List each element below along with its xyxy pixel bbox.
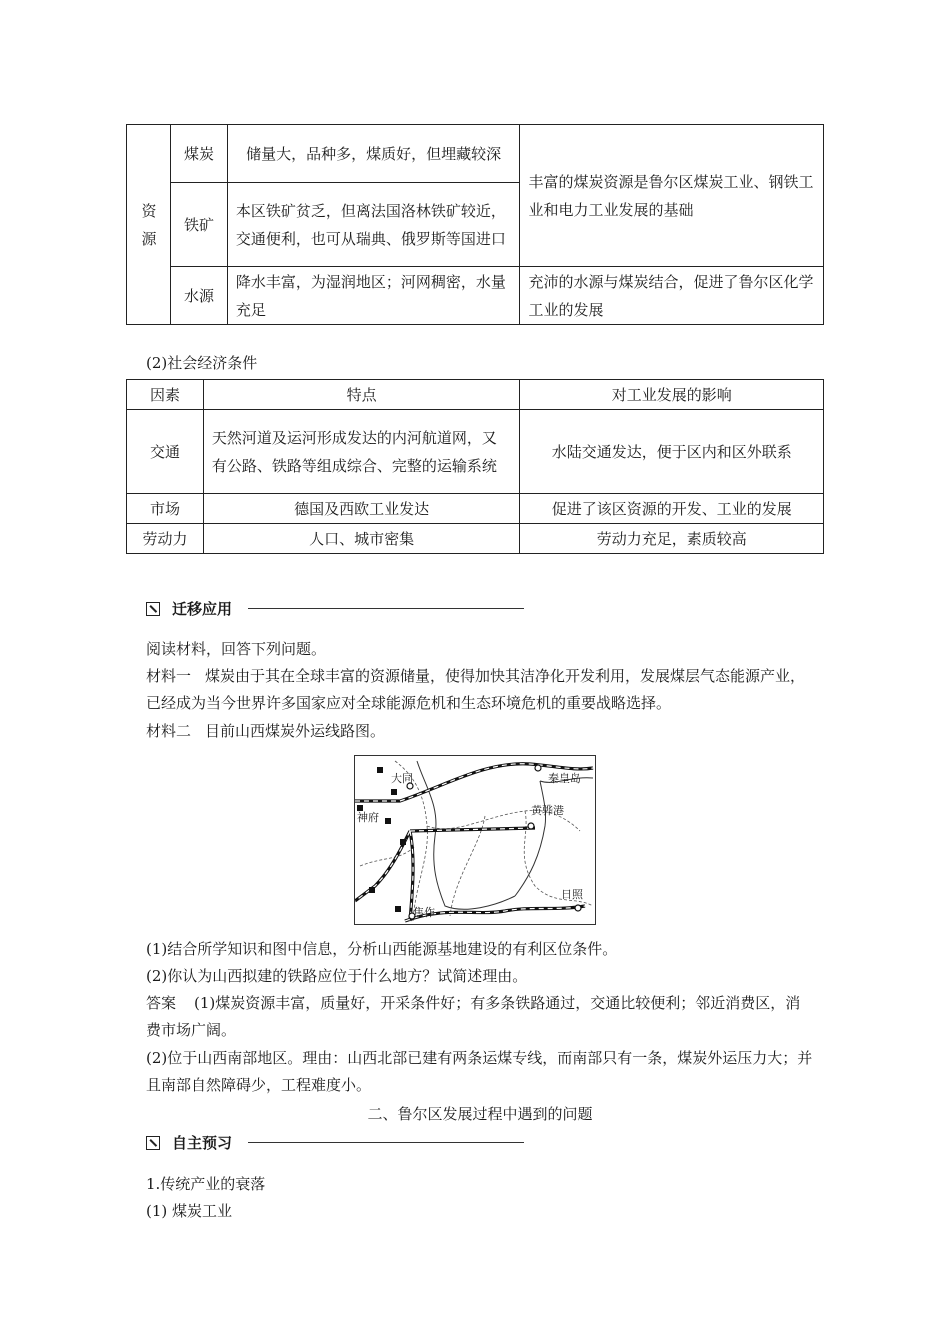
answer-1	[146, 990, 814, 1044]
coal-bases	[357, 767, 406, 912]
material-1-text: 煤炭由于其在全球丰富的资源储量，使得加快其洁净化开发利用，发展煤层气态能源产业，已经成为当今世界许多国家应对全球能源危机和生态环境危机的重要战略选择。	[146, 667, 806, 712]
feature-cell: 储量大，品种多，煤质好，但埋藏较深	[227, 125, 520, 183]
map-label-jiaozuo: 焦作	[413, 906, 435, 919]
socio-economic-table	[126, 379, 824, 554]
header-cell: 对工业发展的影响	[520, 380, 824, 410]
answer-1-text: (1)煤炭资源丰富，质量好，开采条件好；有多条铁路通过，交通比较便利；邻近消费区，消费市场广阔。	[146, 994, 801, 1039]
factor-cell: 交通	[127, 410, 204, 494]
railway-dash	[355, 764, 593, 921]
part-2-title: 二、鲁尔区发展过程中遇到的问题	[367, 1105, 593, 1123]
factor-cell: 水源	[170, 267, 227, 325]
preview-item-1: 1.传统产业的衰落	[146, 1175, 266, 1193]
section-header-preview	[146, 1132, 524, 1153]
map-label-qinhuangdao: 秦皇岛	[548, 772, 581, 785]
section-rule	[248, 608, 524, 609]
section-marker-icon	[146, 1136, 160, 1150]
resource-table	[126, 124, 824, 325]
section-rule	[248, 1142, 524, 1143]
map-label-datong: 大同	[391, 772, 413, 785]
question-1: (1)结合所学知识和图中信息，分析山西能源基地建设的有利区位条件。	[146, 940, 618, 958]
material-2	[146, 718, 814, 745]
material-1-label: 材料一	[146, 667, 192, 685]
factor-cell: 煤炭	[170, 125, 227, 183]
section-title: 迁移应用	[172, 600, 233, 618]
feature-cell: 人口、城市密集	[203, 524, 520, 554]
material-2-label: 材料二	[146, 722, 192, 740]
impact-cell: 充沛的水源与煤炭结合，促进了鲁尔区化学工业的发展	[520, 267, 824, 325]
question-2: (2)你认为山西拟建的铁路应位于什么地方？试简述理由。	[146, 967, 528, 985]
group-label: 资源	[141, 201, 157, 248]
header-cell: 特点	[203, 380, 520, 410]
answer-label: 答案	[146, 994, 177, 1012]
feature-cell: 天然河道及运河形成发达的内河航道网，又有公路、铁路等组成综合、完整的运输系统	[203, 410, 520, 494]
railways	[355, 764, 593, 921]
material-1	[146, 663, 814, 717]
shanxi-coal-route-map	[354, 755, 596, 925]
preview-item-1-1: (1) 煤炭工业	[146, 1202, 233, 1220]
impact-cell: 促进了该区资源的开发、工业的发展	[520, 494, 824, 524]
feature-cell: 降水丰富，为湿润地区；河网稠密，水量充足	[227, 267, 520, 325]
factor-cell: 劳动力	[127, 524, 204, 554]
section-title: 自主预习	[172, 1134, 233, 1152]
section-header-transfer	[146, 598, 524, 619]
factor-cell: 市场	[127, 494, 204, 524]
feature-cell: 德国及西欧工业发达	[203, 494, 520, 524]
impact-cell: 劳动力充足，素质较高	[520, 524, 824, 554]
map-label-rizhao: 日照	[561, 888, 583, 901]
impact-cell: 丰富的煤炭资源是鲁尔区煤炭工业、钢铁工业和电力工业发展的基础	[520, 125, 824, 267]
map-label-shenfu: 神府	[357, 811, 379, 824]
header-cell: 因素	[127, 380, 204, 410]
material-2-text: 目前山西煤炭外运线路图。	[205, 722, 386, 740]
section-caption: (2)社会经济条件	[146, 354, 258, 372]
intro-text: 阅读材料，回答下列问题。	[146, 640, 327, 658]
answer-2: (2)位于山西南部地区。理由：山西北部已建有两条运煤专线，而南部只有一条，煤炭外运压力大；并且南部自然障碍少，工程难度小。	[146, 1049, 813, 1094]
map-label-huanghua: 黄骅港	[531, 804, 564, 817]
factor-cell: 铁矿	[170, 183, 227, 267]
group-cell	[127, 125, 171, 325]
impact-cell: 水陆交通发达，便于区内和区外联系	[520, 410, 824, 494]
section-marker-icon	[146, 602, 160, 616]
feature-cell: 本区铁矿贫乏，但离法国洛林铁矿较近，交通便利，也可从瑞典、俄罗斯等国进口	[227, 183, 520, 267]
